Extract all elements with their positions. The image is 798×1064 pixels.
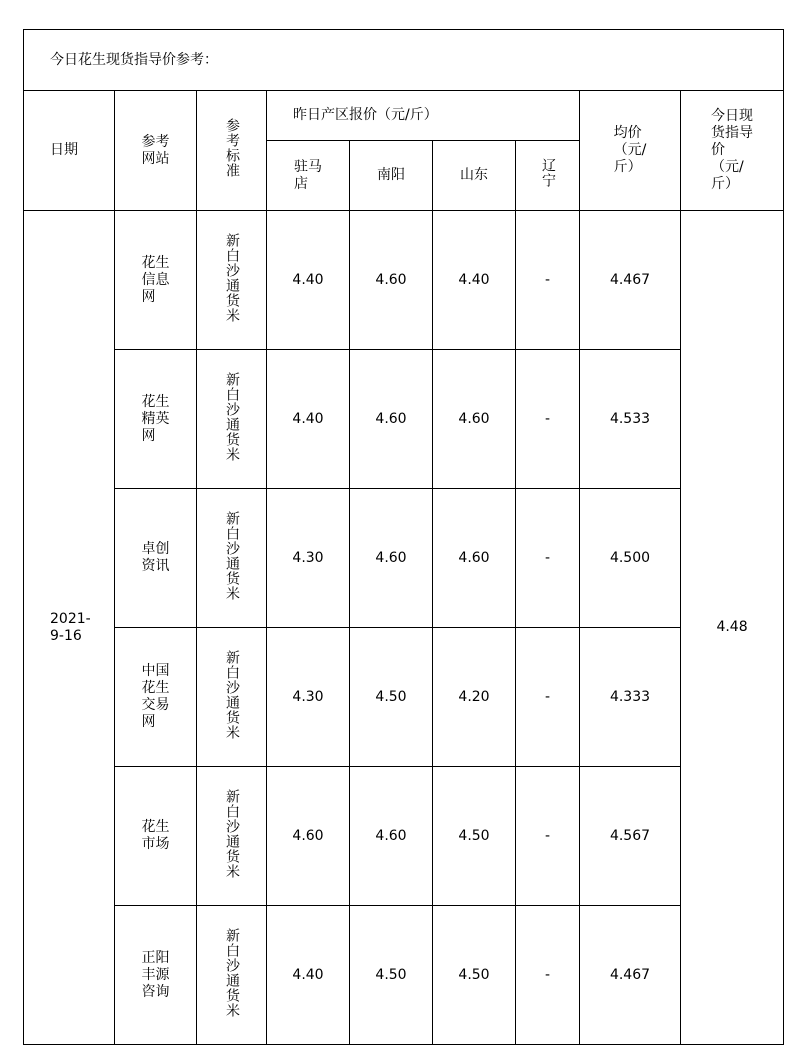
avg-cell: 4.533 [580,350,681,489]
liaoning-cell: - [516,489,580,628]
standard-cell: 新白沙通货米 [197,906,267,1045]
standard-cell: 新白沙通货米 [197,489,267,628]
table-row [24,906,784,1045]
standard-cell: 新白沙通货米 [197,350,267,489]
date-cell: 2021- 9-16 [24,211,115,1045]
avg-cell: 4.567 [580,767,681,906]
zhumadian-cell: 4.40 [267,906,350,1045]
guide-price-cell: 4.48 [681,211,784,1045]
standard-cell: 新白沙通货米 [197,767,267,906]
header-date: 日期 [24,91,115,211]
table-caption: 今日花生现货指导价参考： [24,30,784,91]
zhumadian-cell: 4.30 [267,628,350,767]
site-cell: 花生 信息 网 [115,211,197,350]
table-row [24,211,784,350]
standard-cell: 新白沙通货米 [197,628,267,767]
header-guide: 今日现 货指导 价 （元/ 斤） [681,91,784,211]
shandong-cell: 4.60 [433,489,516,628]
liaoning-cell: - [516,350,580,489]
site-cell: 中国 花生 交易 网 [115,628,197,767]
nanyang-cell: 4.60 [350,350,433,489]
shandong-cell: 4.20 [433,628,516,767]
header-site: 参考 网站 [115,91,197,211]
site-cell: 花生 精英 网 [115,350,197,489]
nanyang-cell: 4.60 [350,767,433,906]
nanyang-cell: 4.50 [350,906,433,1045]
nanyang-cell: 4.60 [350,211,433,350]
avg-cell: 4.333 [580,628,681,767]
zhumadian-cell: 4.60 [267,767,350,906]
site-cell: 卓创 资讯 [115,489,197,628]
header-zhumadian: 驻马 店 [267,141,350,211]
liaoning-cell: - [516,628,580,767]
header-shandong: 山东 [433,141,516,211]
price-document [23,29,784,1045]
header-quote-group: 昨日产区报价（元/斤） [267,91,580,141]
table-row [24,489,784,628]
zhumadian-cell: 4.30 [267,489,350,628]
site-cell: 花生 市场 [115,767,197,906]
shandong-cell: 4.50 [433,906,516,1045]
table-row [24,767,784,906]
liaoning-cell: - [516,211,580,350]
shandong-cell: 4.50 [433,767,516,906]
header-liaoning: 辽宁 [516,141,580,211]
nanyang-cell: 4.50 [350,628,433,767]
zhumadian-cell: 4.40 [267,211,350,350]
header-nanyang: 南阳 [350,141,433,211]
avg-cell: 4.467 [580,906,681,1045]
site-cell: 正阳 丰源 咨询 [115,906,197,1045]
shandong-cell: 4.40 [433,211,516,350]
liaoning-cell: - [516,767,580,906]
shandong-cell: 4.60 [433,350,516,489]
zhumadian-cell: 4.40 [267,350,350,489]
nanyang-cell: 4.60 [350,489,433,628]
standard-cell: 新白沙通货米 [197,211,267,350]
price-table [23,29,784,1045]
header-standard: 参考标准 [197,91,267,211]
table-row [24,628,784,767]
avg-cell: 4.500 [580,489,681,628]
avg-cell: 4.467 [580,211,681,350]
header-avg: 均价 （元/ 斤） [580,91,681,211]
table-row [24,350,784,489]
liaoning-cell: - [516,906,580,1045]
